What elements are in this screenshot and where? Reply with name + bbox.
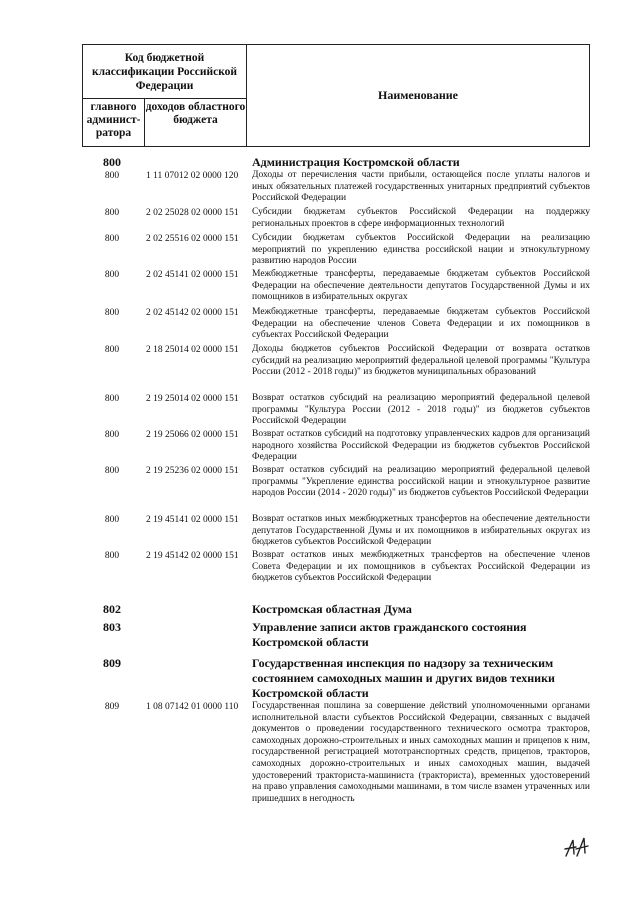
section-title: Управление записи актов гражданского состояния Костромской области (252, 620, 527, 649)
row-name: Доходы бюджетов субъектов Российской Федерации от возврата остатков субсидий на реализацию мероприятий федеральной целевой программы "Культура России (2012 - 2018 годы)" из бюджетов муниципальных образований (252, 344, 590, 378)
row-budget-code: 2 19 25014 02 0000 151 (146, 394, 239, 404)
row-name: Субсидии бюджетам субъектов Российской Федерации на поддержку региональных проектов в сфере информационных технологий (252, 207, 590, 229)
row-admin-code: 800 (104, 466, 120, 476)
section-title: Администрация Костромской области (252, 155, 460, 169)
table-header (82, 44, 590, 147)
row-name: Возврат остатков иных межбюджетных трансфертов на обеспечение деятельности депутатов Государственной Думы и их помощников в избирательных округах из бюджетов субъектов Российской Федерации (252, 514, 590, 548)
row-admin-code: 800 (104, 430, 120, 440)
header-col-name: Наименование (378, 88, 458, 102)
section-admin-code: 803 (103, 620, 121, 634)
row-admin-code: 800 (104, 515, 120, 525)
section-title: Государственная инспекция по надзору за техническим состоянием самоходных машин и других видов техники Костромской области (252, 656, 555, 700)
row-budget-code: 2 19 45142 02 0000 151 (146, 551, 239, 561)
section-admin-code: 802 (103, 602, 121, 616)
row-budget-code: 2 19 25236 02 0000 151 (146, 466, 239, 476)
row-budget-code: 2 02 45142 02 0000 151 (146, 308, 239, 318)
row-name: Субсидии бюджетам субъектов Российской Федерации на реализацию мероприятий по укреплению единства российской нации и этнокультурному развитию народов России (252, 233, 590, 267)
row-name: Возврат остатков субсидий на реализацию мероприятий федеральной целевой программы "Культура России (2012 - 2018 годы)" из бюджетов субъектов Российской Федерации (252, 393, 590, 427)
row-name: Возврат остатков иных межбюджетных трансфертов на обеспечение членов Совета Федерации и их помощников в субъектах Российской Федерации из бюджетов субъектов Российской Федерации (252, 550, 590, 584)
handwritten-page-mark (562, 834, 594, 860)
row-budget-code: 1 08 07142 01 0000 110 (146, 702, 239, 712)
row-name: Доходы от перечисления части прибыли, остающейся после уплаты налогов и иных обязательных платежей государственных унитарных предприятий субъектов Российской Федерации (252, 170, 590, 204)
row-admin-code: 800 (104, 270, 120, 280)
row-budget-code: 2 02 45141 02 0000 151 (146, 270, 239, 280)
header-col-income: доходов областного бюджета (145, 99, 247, 147)
row-budget-code: 2 19 25066 02 0000 151 (146, 430, 239, 440)
row-name: Межбюджетные трансферты, передаваемые бюджетам субъектов Российской Федерации на обеспечение членов Совета Федерации и их помощников в субъектах Российской Федерации (252, 307, 590, 341)
header-col-admin: главного админист-ратора (83, 99, 145, 147)
row-name: Государственная пошлина за совершение действий уполномоченными органами исполнительной власти субъектов Российской Федерации, связанных с выдачей документов о проведении государственного технического осмотра тракторов, самоходных дорожно-строительных и иных самоходных машин и прицепов к ним, государственной регистрацией мототранспортных средств, прицепов, тракторов, самоходных дорожно-строительных и иных самоходных машин, выдачей удостоверений тракториста-машиниста (тракториста), временных удостоверений на право управления самоходными машинами, в том числе взамен утраченных или пришедших в негодность (252, 701, 590, 804)
row-budget-code: 2 02 25516 02 0000 151 (146, 234, 239, 244)
row-admin-code: 800 (104, 551, 120, 561)
row-name: Межбюджетные трансферты, передаваемые бюджетам субъектов Российской Федерации на обеспечение деятельности депутатов Государственной Думы и их помощников в избирательных округах (252, 269, 590, 303)
row-budget-code: 1 11 07012 02 0000 120 (146, 171, 239, 181)
row-name: Возврат остатков субсидий на подготовку управленческих кадров для организаций народного хозяйства Российской Федерации из бюджетов субъектов Российской Федерации (252, 429, 590, 463)
row-admin-code: 800 (104, 345, 120, 355)
row-budget-code: 2 02 25028 02 0000 151 (146, 208, 239, 218)
section-admin-code: 809 (103, 656, 121, 670)
row-budget-code: 2 19 45141 02 0000 151 (146, 515, 239, 525)
row-name: Возврат остатков субсидий на реализацию мероприятий федеральной целевой программы "Укрепление единства российской нации и этнокультурное развитие народов России (2014 - 2020 годы)" из бюджетов субъектов Российской Федерации (252, 465, 590, 499)
section-admin-code: 800 (103, 155, 121, 169)
row-admin-code: 800 (104, 308, 120, 318)
row-admin-code: 800 (104, 208, 120, 218)
section-title: Костромская областная Дума (252, 602, 412, 616)
row-budget-code: 2 18 25014 02 0000 151 (146, 345, 239, 355)
row-admin-code: 809 (104, 702, 120, 712)
row-admin-code: 800 (104, 171, 120, 181)
row-admin-code: 800 (104, 234, 120, 244)
header-code-group: Код бюджетной классификации Российской Федерации (83, 45, 247, 99)
row-admin-code: 800 (104, 394, 120, 404)
